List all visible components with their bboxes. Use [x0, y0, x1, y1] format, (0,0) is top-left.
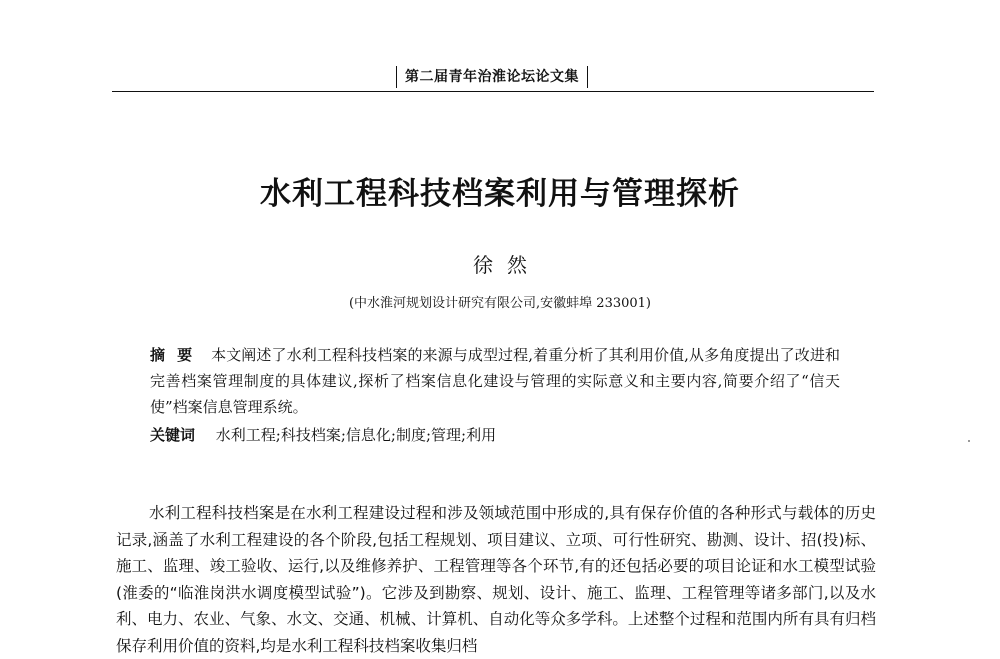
abstract-text: 本文阐述了水利工程科技档案的来源与成型过程,着重分析了其利用价值,从多角度提出了改进和完善档案管理制度的具体建议,探析了档案信息化建设与管理的实际意义和主要内容,简要介绍了“信天使”档案信息管理系统。 — [150, 346, 840, 416]
header-rule — [112, 91, 874, 92]
keywords-block — [150, 422, 840, 448]
keywords-label: 关键词 — [150, 426, 196, 444]
author-affiliation: (中水淮河规划设计研究有限公司,安徽蚌埠 233001) — [348, 296, 652, 311]
journal-header: 第二届青年治淮论坛论文集 — [396, 66, 588, 88]
scan-speck — [968, 440, 970, 442]
body-paragraph: 水利工程科技档案是在水利工程建设过程和涉及领域范围中形成的,具有保存价值的各种形式与载体的历史记录,涵盖了水利工程建设的各个阶段,包括工程规划、项目建议、立项、可行性研究、勘测、设计、招(投)标、施工、监理、竣工验收、运行,以及维修养护、工程管理等各个环节,有的还包括必要的项目论证和水工模型试验(淮委的“临淮岗洪水调度模型试验”)。它涉及到勘察、规划、设计、施工、监理、工程管理等诸多部门,以及水利、电力、农业、气象、水文、交通、机械、计算机、自动化等众多学科。上述整个过程和范围内所有具有归档保存利用价值的资料,均是水利工程科技档案收集归档 — [116, 504, 876, 655]
paper-title: 水利工程科技档案利用与管理探析 — [260, 176, 740, 212]
abstract-block — [150, 342, 840, 420]
abstract-label: 摘要 — [150, 346, 205, 364]
keywords-text: 水利工程;科技档案;信息化;制度;管理;利用 — [215, 426, 497, 444]
author-name: 徐然 — [473, 253, 541, 277]
